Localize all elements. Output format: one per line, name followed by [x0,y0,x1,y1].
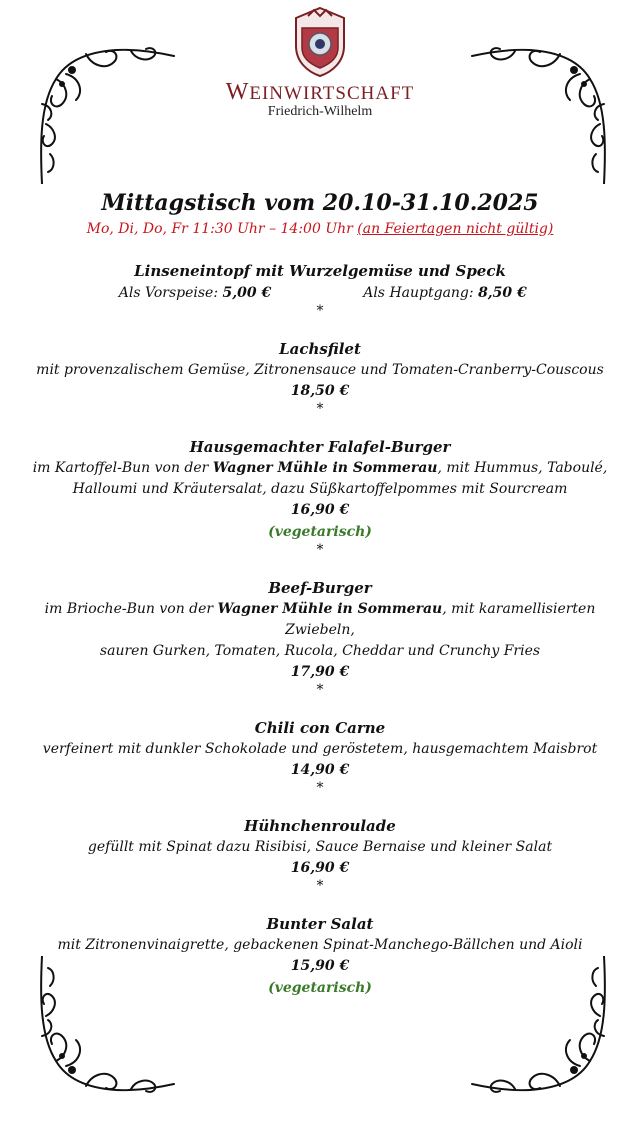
menu-item [20,913,620,999]
dish-price-options [20,282,620,304]
dish-price: 15,90 € [290,958,350,974]
holiday-note: (an Feiertagen nicht gültig) [357,221,554,237]
menu-item [20,260,620,318]
main-price: Als Hauptgang: 8,50 € [363,285,527,301]
dish-price: 14,90 € [290,762,350,778]
separator: * [316,682,324,698]
brand-subtitle: Friedrich-Wilhelm [267,104,373,119]
dish-name: Bunter Salat [266,915,374,933]
dish-name: Hausgemachter Falafel-Burger [189,438,451,456]
menu-item [20,577,620,697]
dish-name: Hühnchenroulade [244,817,396,835]
starter-price: Als Vorspeise: 5,00 € [118,285,272,301]
separator: * [316,878,324,894]
restaurant-logo [0,6,640,120]
dish-description: verfeinert mit dunkler Schokolade und geröstetem, hausgemachtem Maisbrot [42,741,598,757]
dish-description: im Brioche-Bun von der Wagner Mühle in Sommerau, mit karamellisierten Zwiebeln, sauren Gurken, Tomaten, Rucola, Cheddar und Crunchy Fries [44,601,596,659]
vegetarian-badge: (vegetarisch) [268,524,372,540]
opening-hours: Mo, Di, Do, Fr 11:30 Uhr – 14:00 Uhr (an Feiertagen nicht gültig) [86,221,554,237]
dish-description: mit Zitronenvinaigrette, gebackenen Spinat-Manchego-Bällchen und Aioli [57,937,583,953]
dish-price: 17,90 € [290,664,350,680]
separator: * [316,542,324,558]
menu-item [20,436,620,557]
dish-name: Beef-Burger [268,579,372,597]
lunch-menu [20,188,620,999]
dish-name: Lachsfilet [279,340,361,358]
crest-icon [288,6,352,78]
page-title: Mittagstisch vom 20.10-31.10.2025 [101,190,539,216]
dish-price: 16,90 € [290,860,350,876]
vegetarian-badge: (vegetarisch) [268,980,372,996]
dish-name: Linseneintopf mit Wurzelgemüse und Speck [134,262,506,280]
dish-price: 16,90 € [290,502,350,518]
dish-name: Chili con Carne [254,719,386,737]
separator: * [316,303,324,319]
separator: * [316,780,324,796]
menu-item [20,338,620,416]
menu-item [20,717,620,795]
separator: * [316,401,324,417]
dish-description: gefüllt mit Spinat dazu Risibisi, Sauce Bernaise und kleiner Salat [87,839,553,855]
dish-description: im Kartoffel-Bun von der Wagner Mühle in Sommerau, mit Hummus, Taboulé, Halloumi und Kräutersalat, dazu Süßkartoffelpommes mit Sourcream [32,460,608,497]
dish-price: 18,50 € [290,383,350,399]
brand-name: WEINWIRTSCHAFT [225,79,415,105]
dish-description: mit provenzalischem Gemüse, Zitronensauce und Tomaten-Cranberry-Couscous [36,362,604,378]
menu-item [20,815,620,893]
